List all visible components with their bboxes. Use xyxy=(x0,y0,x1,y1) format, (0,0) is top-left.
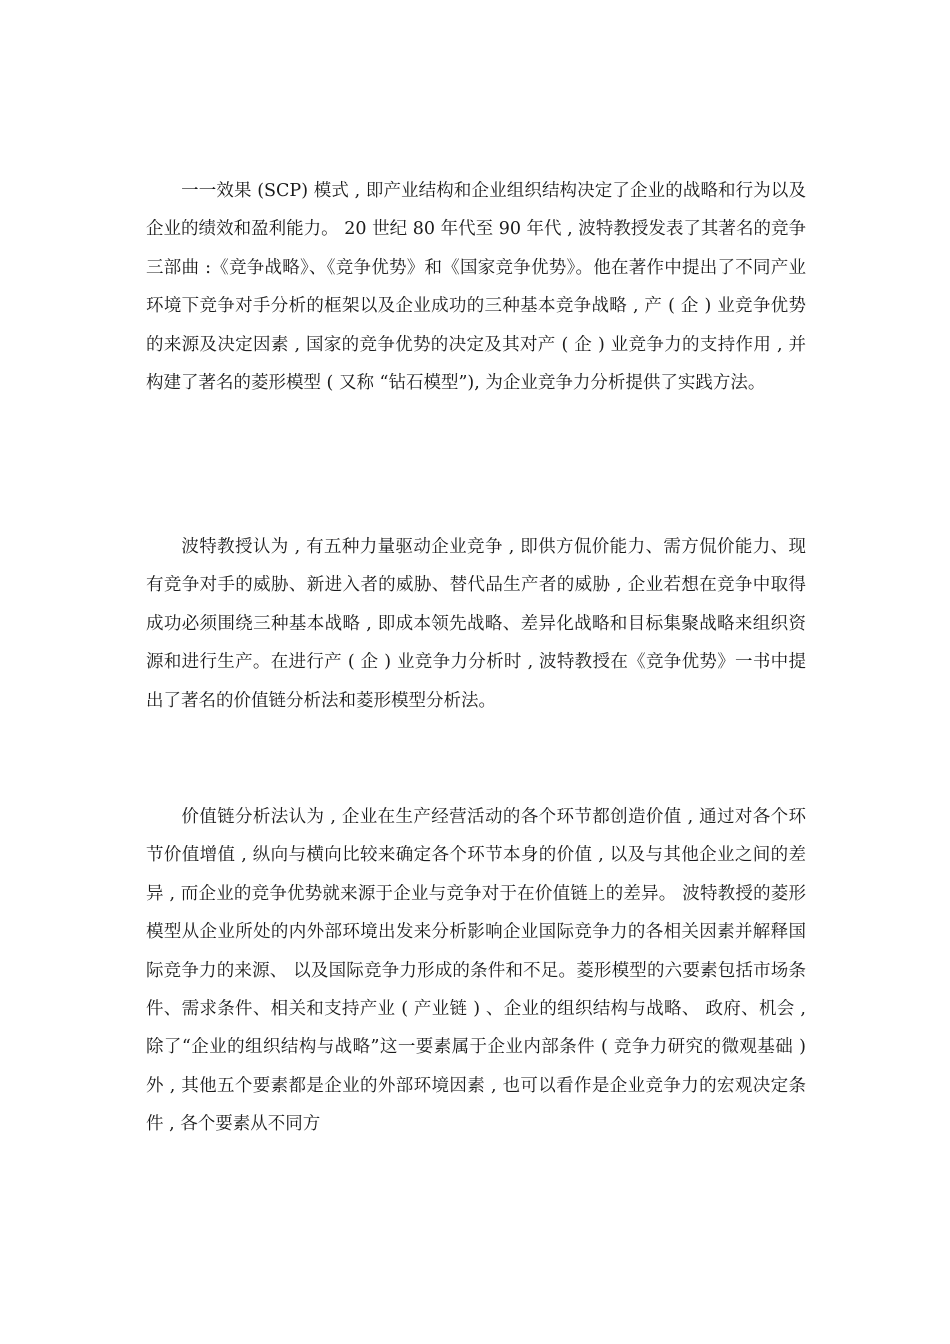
paragraph-1-text: 一一效果 (SCP) 模式 , 即产业结构和企业组织结构决定了企业的战略和行为以及企业的绩效和盈利能力。 20 世纪 80 年代至 90 年代 , 波特教授发表了其著名的竞争三部曲 :《竞争战略》、《竞争优势》和《国家竞争优势》。他在著作中提出了不同产业环境下竞争对手分析的框架以及企业成功的三种基本竞争战略 , 产 ( 企 ) 业竞争优势的来源及决定因素 , 国家的竞争优势的决定及其对产 ( 企 ) 业竞争力的支持作用 , 并构建了著名的菱形模型 ( 又称 “钻石模型”), 为企业竞争力分析提供了实践方法。 xyxy=(146,181,806,394)
paragraph-3-text: 价值链分析法认为 , 企业在生产经营活动的各个环节都创造价值 , 通过对各个环节价值增值 , 纵向与横向比较来确定各个环节本身的价值 , 以及与其他企业之间的差异 , 而企业的竞争优势就来源于企业与竞争对于在价值链上的差异。 波特教授的菱形模型从企业所处的内外部环境出发来分析影响企业国际竞争力的各相关因素并解释国际竞争力的来源、 以及国际竞争力形成的条件和不足。菱形模型的六要素包括市场条件、需求条件、相关和支持产业 ( 产业链 ) 、企业的组织结构与战略、 政府、机会 , 除了“企业的组织结构与战略”这一要素属于企业内部条件 ( 竞争力研究的微观基础 ) 外 , 其他五个要素都是企业的外部环境因素 , 也可以看作是企业竞争力的宏观决定条件 , 各个要素从不同方 xyxy=(146,807,806,1135)
paragraph-3 xyxy=(146,798,806,1144)
paragraph-1 xyxy=(146,172,806,402)
paragraph-2-text: 波特教授认为 , 有五种力量驱动企业竞争 , 即供方侃价能力、需方侃价能力、现有竞争对手的威胁、新进入者的威胁、替代品生产者的威胁 , 企业若想在竞争中取得成功必须围绕三种基本战略 , 即成本领先战略、差异化战略和目标集聚战略来组织资源和进行生产。在进行产 ( 企 ) 业竞争力分析时 , 波特教授在《竞争优势》一书中提出了著名的价值链分析法和菱形模型分析法。 xyxy=(146,537,806,711)
paragraph-2 xyxy=(146,528,806,720)
